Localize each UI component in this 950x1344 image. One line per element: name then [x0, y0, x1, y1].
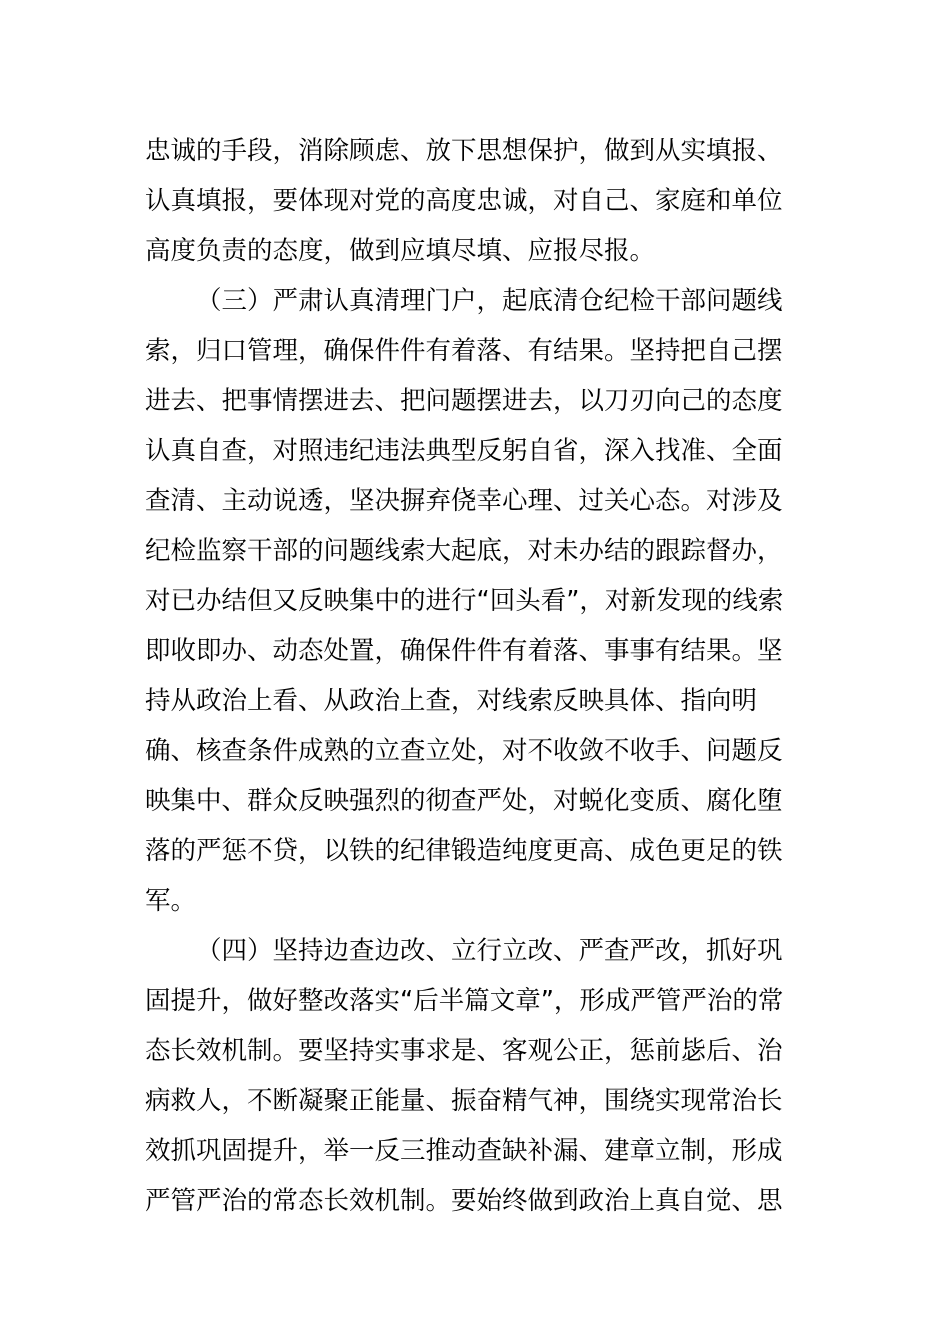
text-line-6: 进去、把事情摆进去、把问题摆进去，以刀刃向己的态度 [145, 386, 783, 416]
text-line-5: 索，归口管理，确保件件有着落、有结果。坚持把自己摆 [145, 336, 783, 366]
text-line-12: 持从政治上看、从政治上查，对线索反映具体、指向明 [145, 686, 758, 716]
body-text [145, 126, 817, 1226]
text-line-21: 效抓巩固提升，举一反三推动查缺补漏、建章立制，形成 [145, 1136, 783, 1166]
text-line-14: 映集中、群众反映强烈的彻查严处，对蜕化变质、腐化堕 [145, 786, 783, 816]
text-line-10: 对已办结但又反映集中的进行“回头看”，对新发现的线索 [145, 586, 784, 616]
text-line-19: 态长效机制。要坚持实事求是、客观公正，惩前毖后、治 [145, 1036, 783, 1066]
text-line-22: 严管严治的常态长效机制。要始终做到政治上真自觉、思 [145, 1186, 783, 1216]
text-line-7: 认真自查，对照违纪违法典型反躬自省，深入找准、全面 [145, 436, 783, 466]
text-line-15: 落的严惩不贷，以铁的纪律锻造纯度更高、成色更足的铁 [145, 836, 783, 866]
text-line-3: 高度负责的态度，做到应填尽填、应报尽报。 [145, 236, 656, 266]
text-line-1: 忠诚的手段，消除顾虑、放下思想保护，做到从实填报、 [145, 136, 783, 166]
text-line-17-section-4-heading: （四）坚持边查边改、立行立改、严查严改，抓好巩 [196, 936, 783, 966]
text-line-13: 确、核查条件成熟的立查立处，对不收敛不收手、问题反 [145, 736, 783, 766]
text-line-9: 纪检监察干部的问题线索大起底，对未办结的跟踪督办， [145, 536, 783, 566]
text-line-20: 病救人，不断凝聚正能量、振奋精气神，围绕实现常治长 [145, 1086, 783, 1116]
text-line-18: 固提升，做好整改落实“后半篇文章”，形成严管严治的常 [145, 986, 784, 1016]
text-line-2: 认真填报，要体现对党的高度忠诚，对自己、家庭和单位 [145, 186, 783, 216]
text-line-16: 军。 [145, 886, 197, 916]
text-line-4-section-3-heading: （三）严肃认真清理门户，起底清仓纪检干部问题线 [196, 286, 783, 316]
text-line-11: 即收即办、动态处置，确保件件有着落、事事有结果。坚 [145, 636, 783, 666]
text-line-8: 查清、主动说透，坚决摒弃侥幸心理、过关心态。对涉及 [145, 486, 783, 516]
